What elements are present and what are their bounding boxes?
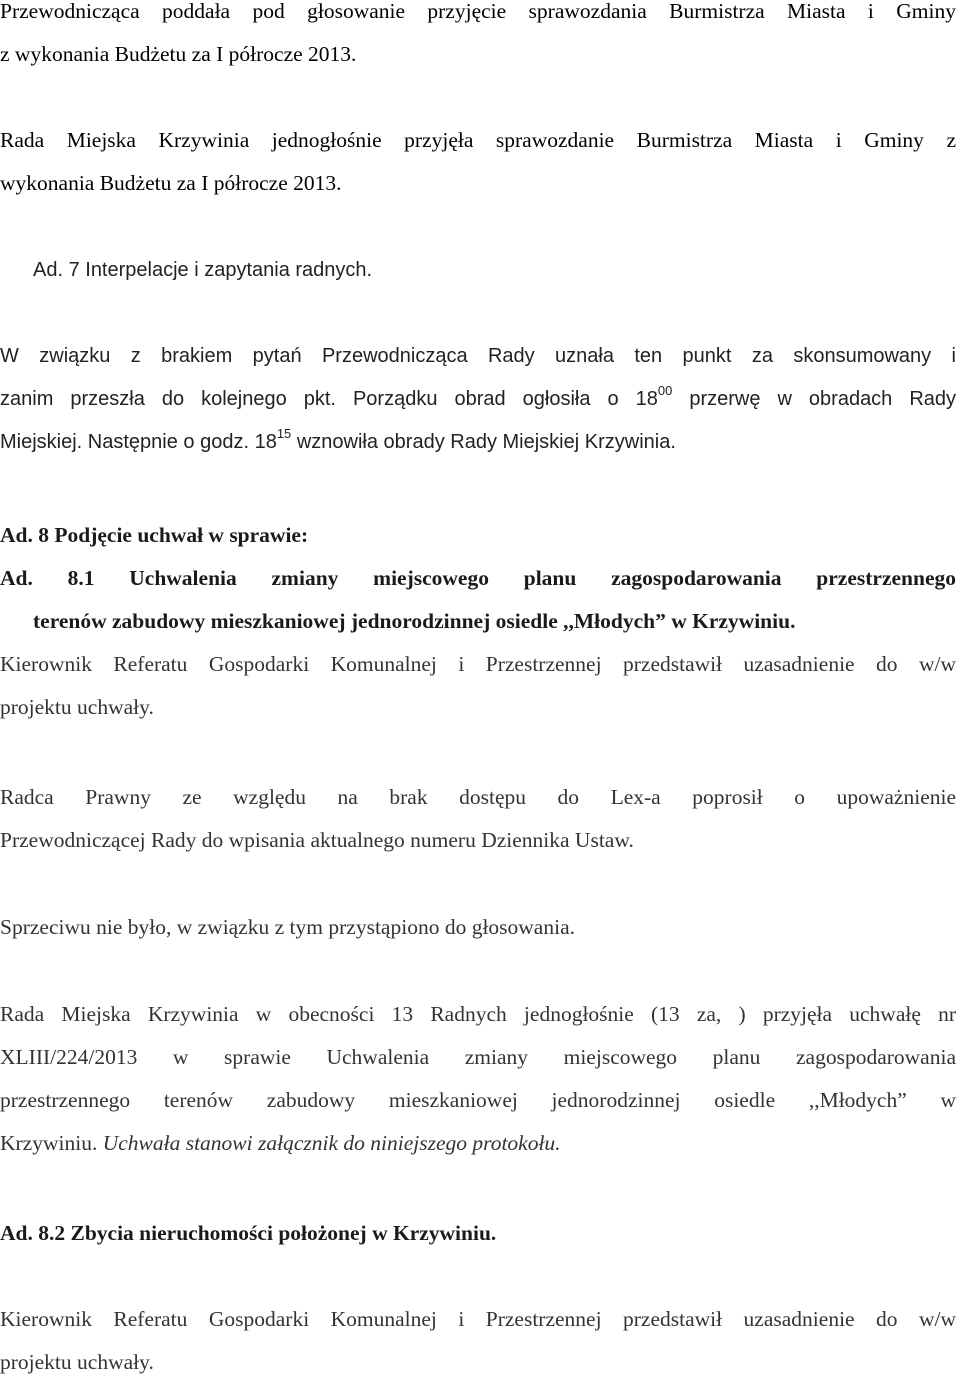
text-line: Kierownik Referatu Gospodarki Komunalnej i Przestrzennej przedstawił uzasadnienie do w/w [0, 652, 956, 676]
text-run: Krzywiniu. [0, 1131, 103, 1155]
section-heading: Ad. 8.2 Zbycia nieruchomości położonej w Krzywiniu. [0, 1221, 497, 1245]
heading-ad-8-1 [0, 557, 956, 643]
time-superscript: 00 [657, 383, 673, 398]
text-run: zanim przeszła do kolejnego pkt. Porządku obrad ogłosiła o 18 [0, 388, 658, 410]
text-line: Sprzeciwu nie było, w związku z tym przystąpiono do głosowania. [0, 915, 575, 939]
paragraph-no-objection [0, 906, 956, 949]
text-line: wykonania Budżetu za I półrocze 2013. [0, 171, 342, 195]
section-heading-line: terenów zabudowy mieszkaniowej jednorodzinnej osiedle ,,Młodych” w Krzywiniu. [33, 609, 796, 633]
paragraph-resolution-adopted [0, 993, 956, 1165]
paragraph-justification-8-1 [0, 643, 956, 729]
section-heading-line: Ad. 8.1 Uchwalenia zmiany miejscowego planu zagospodarowania przestrzennego [0, 566, 956, 590]
paragraph-legal-counsel [0, 776, 956, 862]
paragraph-interpellations [0, 335, 956, 464]
text-line [0, 1122, 956, 1165]
text-run: wznowiła obrady Rady Miejskiej Krzywinia. [291, 431, 676, 453]
text-line: przestrzennego terenów zabudowy mieszkaniowej jednorodzinnej osiedle ,,Młodych” w [0, 1088, 956, 1112]
time-superscript: 15 [276, 426, 292, 441]
paragraph-report-accepted [0, 119, 956, 205]
heading-ad-8-2 [0, 1212, 956, 1255]
text-line: Rada Miejska Krzywinia jednogłośnie przyjęła sprawozdanie Burmistrza Miasta i Gminy z [0, 128, 956, 152]
text-line: W związku z brakiem pytań Przewodnicząca Rady uznała ten punkt za skonsumowany i [0, 345, 956, 367]
text-line: Kierownik Referatu Gospodarki Komunalnej i Przestrzennej przedstawił uzasadnienie do w/w [0, 1307, 956, 1331]
text-run: Miejskiej. Następnie o godz. 18 [0, 431, 277, 453]
text-line: Przewodnicząca poddała pod głosowanie przyjęcie sprawozdania Burmistrza Miasta i Gminy [0, 0, 956, 23]
paragraph-voting-intro [0, 0, 956, 76]
text-line: XLIII/224/2013 w sprawie Uchwalenia zmiany miejscowego planu zagospodarowania [0, 1045, 956, 1069]
heading-ad-8 [0, 514, 956, 557]
section-heading: Ad. 7 Interpelacje i zapytania radnych. [33, 259, 373, 281]
heading-ad-7 [0, 249, 956, 292]
text-line [0, 421, 956, 464]
text-line: projektu uchwały. [0, 695, 154, 719]
text-line: projektu uchwały. [0, 1350, 154, 1374]
section-heading: Ad. 8 Podjęcie uchwał w sprawie: [0, 523, 309, 547]
paragraph-justification-8-2 [0, 1298, 956, 1384]
italic-text-run: Uchwała stanowi załącznik do niniejszego protokołu. [102, 1131, 561, 1155]
text-line: Radca Prawny ze względu na brak dostępu do Lex-a poprosił o upoważnienie [0, 785, 956, 809]
text-line: z wykonania Budżetu za I półrocze 2013. [0, 42, 357, 66]
text-line [0, 378, 956, 421]
text-line: Rada Miejska Krzywinia w obecności 13 Radnych jednogłośnie (13 za, ) przyjęła uchwałę nr [0, 1002, 956, 1026]
text-run: przerwę w obradach Rady [672, 388, 957, 410]
text-line: Przewodniczącej Rady do wpisania aktualnego numeru Dziennika Ustaw. [0, 828, 634, 852]
